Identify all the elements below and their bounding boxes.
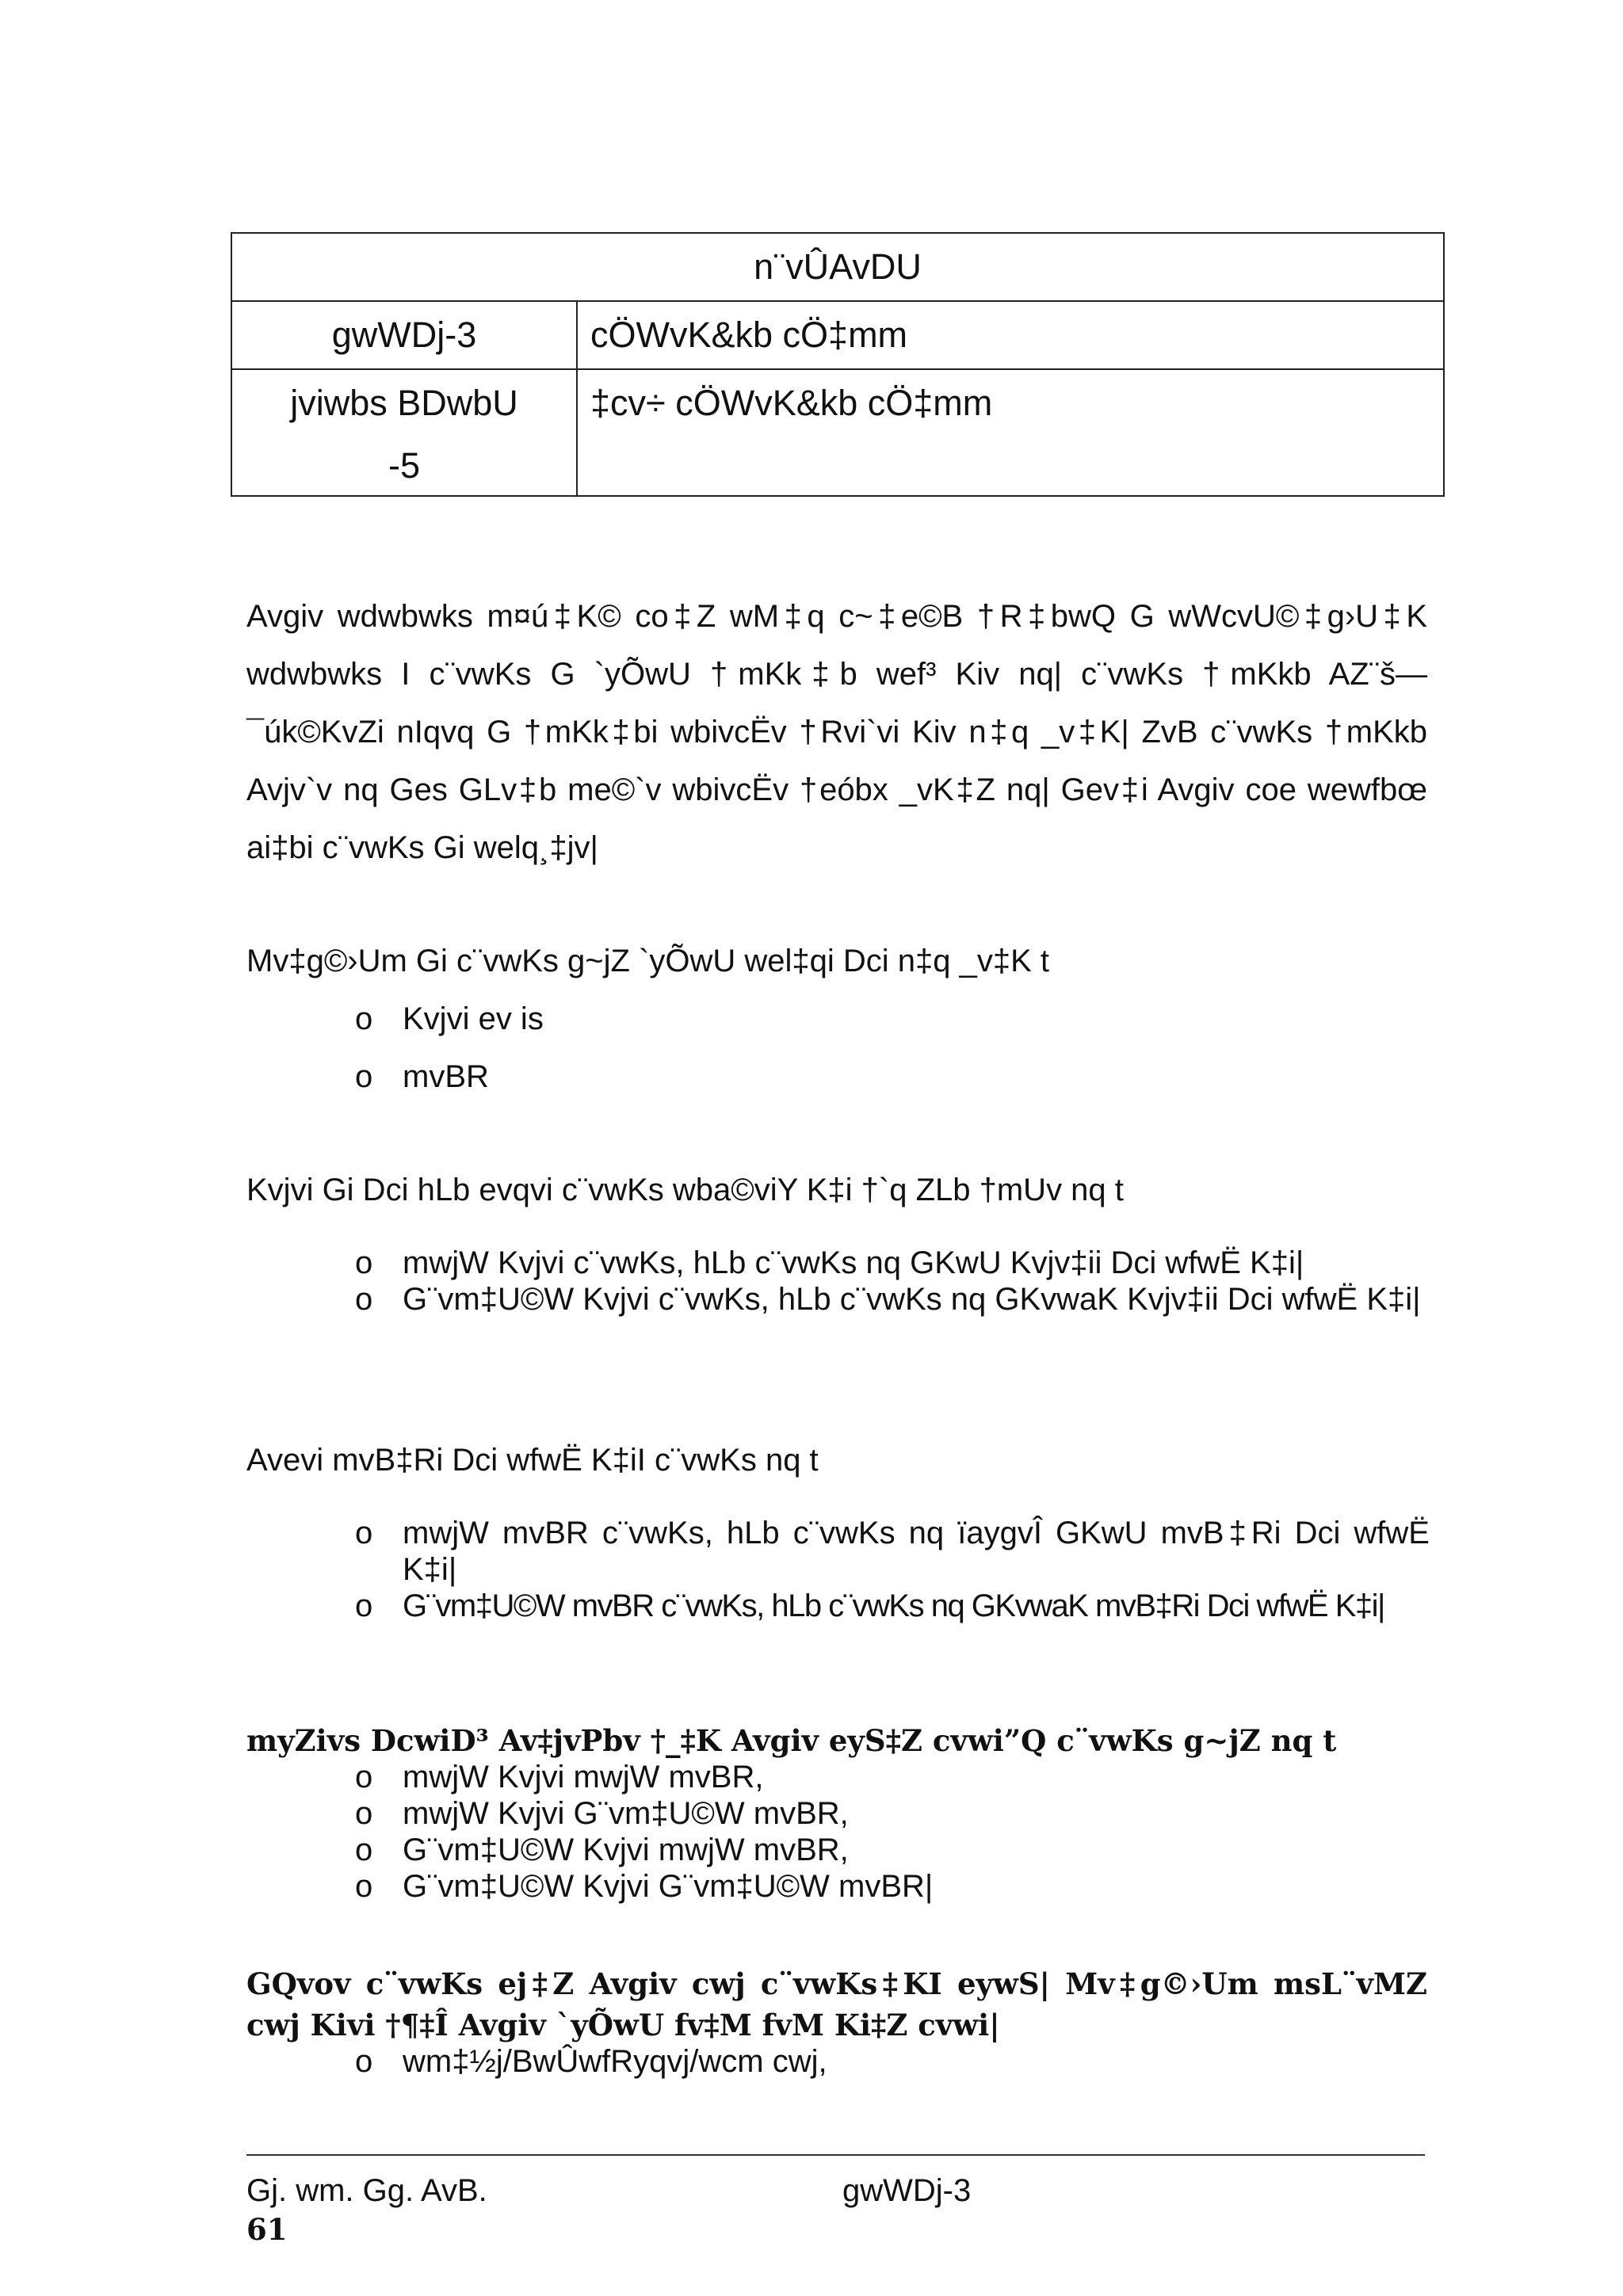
section1-intro: Mv‡g©›Um Gi c¨vwKs g~jZ `yÕwU wel‡qi Dci n‡q _v‡K t (246, 944, 1050, 978)
footer-module: gwWDj-3 (842, 2173, 972, 2208)
footer-divider (246, 2154, 1425, 2156)
learning-unit-name-cell: ‡cv÷ cÖWvK&kb cÖ‡mm (577, 369, 1444, 496)
bullet-marker: o (355, 2044, 373, 2079)
table-title: n¨vÛAvDU (231, 233, 1444, 301)
intro-line: ai‡bi c¨vwKs Gi welq¸‡jv| (246, 830, 598, 865)
section5-list (355, 2043, 1430, 2080)
section3-intro: Avevi mvB‡Ri Dci wfwË K‡iI c¨vwKs nq t (246, 1443, 819, 1478)
bullet-marker: o (355, 1059, 373, 1094)
bullet-marker: o (355, 1001, 373, 1036)
list-item: o Kvjvi ev is (355, 990, 1430, 1048)
page-number: 61 (246, 2212, 288, 2247)
bullet-marker: o (355, 1589, 373, 1623)
list-item: o mwjW mvBR c¨vwKs, hLb c¨vwKs nq ïaygvÎ GKwU mvB‡Ri Dci wfwË K‡i| (355, 1516, 1430, 1587)
module-number-cell: gwWDj-3 (231, 301, 577, 369)
section5-heading: GQvov c¨vwKs ej‡Z Avgiv cwj c¨vwKs‡KI eywS| Mv‡g©›Um msL¨vMZ cwj Kivi †¶‡Î Avgiv `yÕwU fv‡M fvM Ki‡Z cvwi| (246, 1966, 1427, 2042)
section4-list (355, 1759, 1430, 1905)
intro-line: Avgiv wdwbwks m¤ú‡K© co‡Z wM‡q c~‡e©B †R‡bwQ G wWcvU©‡g›U‡K (246, 599, 1427, 634)
intro-line: ¯úk©KvZi nIqvq G †mKk‡bi wbivcËv †Rvi`vi Kiv n‡q _v‡K| ZvB c¨vwKs †mKkb (246, 715, 1427, 749)
bullet-marker: o (355, 1282, 373, 1317)
list-item: o mvBR (355, 1048, 1430, 1106)
list-item: o mwjW Kvjvi mwjW mvBR, (355, 1760, 764, 1794)
learning-unit-cell (231, 369, 577, 496)
module-name-cell: cÖWvK&kb cÖ‡mm (577, 301, 1444, 369)
list-item: o G¨vm‡U©W Kvjvi G¨vm‡U©W mvBR| (355, 1869, 934, 1904)
bullet-marker: o (355, 1869, 373, 1904)
section2-intro: Kvjvi Gi Dci hLb evqvi c¨vwKs wba©viY K‡i †`q ZLb †mUv nq t (246, 1173, 1124, 1207)
section4-heading: myZivs DcwiD³ Av‡jvPbv †_‡K Avgiv eyS‡Z cvwi”Q c¨vwKs g~jZ nq t (246, 1723, 1337, 1758)
section2-list (355, 1245, 1430, 1318)
bullet-marker: o (355, 1833, 373, 1867)
learning-unit-number: -5 (388, 445, 420, 486)
module-info-table (231, 232, 1445, 497)
list-item: o G¨vm‡U©W Kvjvi mwjW mvBR, (355, 1833, 849, 1867)
list-item: o wm‡½j/BwÛwfRyqvj/wcm cwj, (355, 2044, 827, 2079)
list-item: o mwjW Kvjvi c¨vwKs, hLb c¨vwKs nq GKwU Kvjv‡ii Dci wfwË K‡i| (355, 1245, 1304, 1280)
bullet-marker: o (355, 1245, 373, 1280)
intro-paragraph (246, 588, 1427, 877)
section1-list (355, 990, 1430, 1106)
bullet-marker: o (355, 1760, 373, 1794)
learning-unit-label: jviwbs BDwbU (290, 383, 518, 423)
intro-line: wdwbwks I c¨vwKs G `yÕwU †mKk‡b wef³ Kiv nq| c¨vwKs †mKkb AZ¨š— (246, 657, 1427, 692)
list-item: o G¨vm‡U©W Kvjvi c¨vwKs, hLb c¨vwKs nq GKvwaK Kvjv‡ii Dci wfwË K‡i| (355, 1282, 1421, 1317)
intro-line: Avjv`v nq Ges GLv‡b me©`v wbivcËv †eóbx _vK‡Z nq| Gev‡i Avgiv coe wewfbœ (246, 772, 1427, 807)
bullet-marker: o (355, 1796, 373, 1831)
footer-institution: Gj. wm. Gg. AvB. (246, 2173, 487, 2208)
bullet-marker: o (355, 1516, 373, 1550)
section3-list (355, 1515, 1430, 1624)
list-item: o G¨vm‡U©W mvBR c¨vwKs, hLb c¨vwKs nq GKvwaK mvB‡Ri Dci wfwË K‡i| (355, 1589, 1384, 1623)
list-item: o mwjW Kvjvi G¨vm‡U©W mvBR, (355, 1796, 849, 1831)
